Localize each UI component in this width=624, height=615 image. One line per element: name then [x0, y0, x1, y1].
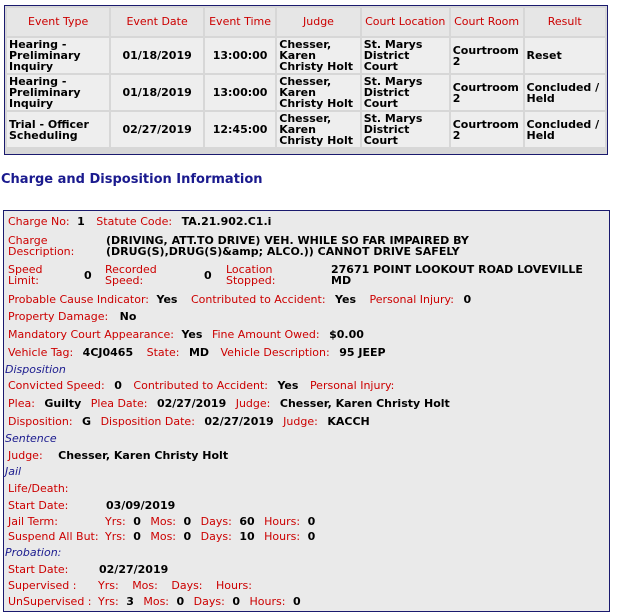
- vehicle-row: [8, 346, 386, 359]
- jail-start-date-label: Start Date:: [8, 499, 69, 512]
- event-type-cell: Trial - Officer Scheduling: [7, 112, 109, 147]
- jail-term-months: 0: [183, 515, 192, 528]
- days-label: Days:: [200, 530, 232, 543]
- court-location-cell: St. Marys District Court: [362, 112, 449, 147]
- hours-label: Hours:: [264, 530, 301, 543]
- sentence-judge-value: Chesser, Karen Christy Holt: [58, 449, 229, 462]
- contributed-accident-label: Contributed to Accident:: [190, 293, 326, 306]
- personal-injury-label: Personal Injury:: [369, 293, 454, 306]
- plea-row: [8, 397, 450, 410]
- charge-description-label: Charge Description:: [8, 234, 75, 258]
- charge-row: [8, 215, 271, 228]
- unsupervised-months: 0: [176, 595, 185, 608]
- years-label: Yrs:: [105, 515, 126, 528]
- jail-term-years: 0: [133, 515, 141, 528]
- col-result: Result: [525, 8, 606, 36]
- unsupervised-days: 0: [232, 595, 240, 608]
- charge-no-label: Charge No:: [8, 215, 70, 228]
- event-type-cell: Hearing - Preliminary Inquiry: [7, 75, 109, 110]
- event-date-cell: 01/18/2019: [111, 75, 203, 110]
- life-death-label: Life/Death:: [8, 482, 69, 495]
- event-date-cell: 01/18/2019: [111, 38, 203, 73]
- personal-injury-value: 0: [463, 293, 472, 306]
- sentence-judge-row: [8, 449, 228, 462]
- disposition-row: [8, 415, 370, 428]
- fine-amount-value: $0.00: [329, 328, 364, 341]
- jail-title: Jail: [5, 465, 22, 478]
- disposition-title: Disposition: [5, 363, 66, 376]
- disposition-judge-value: KACCH: [327, 415, 370, 428]
- judge-cell: Chesser, Karen Christy Holt: [277, 38, 359, 73]
- location-stopped-label: Location Stopped:: [226, 263, 276, 287]
- contributed-accident-value: Yes: [335, 293, 356, 306]
- jail-term-days: 60: [239, 515, 255, 528]
- table-row: [7, 75, 605, 110]
- court-room-cell: Courtroom 2: [451, 75, 523, 110]
- suspend-hours: 0: [307, 530, 316, 543]
- probable-cause-label: Probable Cause Indicator:: [8, 293, 149, 306]
- supervised-label: Supervised :: [8, 579, 77, 592]
- years-label: Yrs:: [98, 579, 119, 592]
- court-room-cell: Courtroom 2: [451, 112, 523, 147]
- col-court-room: Court Room: [451, 8, 523, 36]
- charge-description-value: (DRIVING, ATT.TO DRIVE) VEH. WHILE SO FAR IMPAIRED BY (DRUG(S),DRUG(S)&amp; ALCO.)) CANNOT DRIVE SAFELY: [106, 234, 469, 258]
- days-label: Days:: [171, 579, 203, 592]
- court-location-cell: St. Marys District Court: [362, 38, 449, 73]
- convicted-speed-value: 0: [114, 379, 122, 392]
- court-room-cell: Courtroom 2: [451, 38, 523, 73]
- plea-label: Plea:: [8, 397, 35, 410]
- probable-cause-row: [8, 293, 471, 306]
- disposition-judge-label: Judge:: [283, 415, 318, 428]
- suspend-all-but-label: Suspend All But:: [8, 530, 99, 543]
- years-label: Yrs:: [105, 530, 126, 543]
- mandatory-appearance-row: [8, 328, 364, 341]
- suspend-values: [105, 530, 315, 543]
- convicted-speed-label: Convicted Speed:: [8, 379, 105, 392]
- result-cell: Concluded / Held: [525, 75, 606, 110]
- location-stopped-value: 27671 POINT LOOKOUT ROAD LOVEVILLE MD: [331, 263, 583, 287]
- unsupervised-values: [98, 595, 301, 608]
- suspend-months: 0: [183, 530, 192, 543]
- convicted-speed-row: [8, 379, 394, 392]
- unsupervised-label: UnSupervised :: [8, 595, 92, 608]
- hours-label: Hours:: [216, 579, 252, 592]
- supervised-values: [98, 579, 252, 592]
- event-time-cell: 13:00:00: [205, 75, 275, 110]
- sentence-title: Sentence: [5, 432, 57, 445]
- disposition-date-value: 02/27/2019: [204, 415, 274, 428]
- years-label: Yrs:: [98, 595, 119, 608]
- hours-label: Hours:: [249, 595, 286, 608]
- plea-date-value: 02/27/2019: [156, 397, 227, 410]
- mandatory-appearance-value: Yes: [181, 328, 203, 341]
- months-label: Mos:: [150, 515, 177, 528]
- speed-limit-label: Speed Limit:: [8, 263, 43, 287]
- table-header-row: [7, 8, 605, 36]
- judge-cell: Chesser, Karen Christy Holt: [277, 112, 359, 147]
- event-date-cell: 02/27/2019: [111, 112, 203, 147]
- judge-cell: Chesser, Karen Christy Holt: [277, 75, 359, 110]
- mandatory-appearance-label: Mandatory Court Appearance:: [8, 328, 174, 341]
- jail-start-date-value: 03/09/2019: [106, 499, 176, 512]
- section-heading: Charge and Disposition Information: [1, 172, 263, 187]
- recorded-speed-label: Recorded Speed:: [105, 263, 157, 287]
- disposition-date-label: Disposition Date:: [100, 415, 195, 428]
- probable-cause-value: Yes: [156, 293, 178, 306]
- probation-start-date-value: 02/27/2019: [99, 563, 169, 576]
- col-event-date: Event Date: [111, 8, 203, 36]
- probation-title: Probation:: [5, 546, 62, 559]
- col-event-time: Event Time: [205, 8, 275, 36]
- disposition-value: G: [82, 415, 92, 428]
- court-location-cell: St. Marys District Court: [362, 75, 449, 110]
- sentence-judge-label: Judge:: [8, 449, 43, 462]
- result-cell: Reset: [525, 38, 606, 73]
- statute-code-label: Statute Code:: [96, 215, 173, 228]
- vehicle-description-label: Vehicle Description:: [220, 346, 330, 359]
- months-label: Mos:: [143, 595, 170, 608]
- suspend-years: 0: [133, 530, 141, 543]
- plea-value: Guilty: [44, 397, 82, 410]
- table-row: [7, 38, 605, 73]
- statute-code-value: TA.21.902.C1.i: [181, 215, 272, 228]
- days-label: Days:: [193, 595, 225, 608]
- contributed-accident-label: Contributed to Accident:: [133, 379, 268, 392]
- plea-judge-label: Judge:: [235, 397, 271, 410]
- months-label: Mos:: [150, 530, 177, 543]
- court-events-panel: [4, 5, 608, 155]
- jail-term-label: Jail Term:: [8, 515, 58, 528]
- table-row: [7, 112, 605, 147]
- vehicle-description-value: 95 JEEP: [339, 346, 386, 359]
- probation-start-date-label: Start Date:: [8, 563, 69, 576]
- vehicle-tag-value: 4CJ0465: [82, 346, 134, 359]
- state-label: State:: [146, 346, 180, 359]
- personal-injury-label: Personal Injury:: [309, 379, 395, 392]
- col-judge: Judge: [277, 8, 359, 36]
- vehicle-tag-label: Vehicle Tag:: [8, 346, 74, 359]
- speed-limit-value: 0: [84, 269, 92, 282]
- event-time-cell: 12:45:00: [205, 112, 275, 147]
- jail-term-hours: 0: [307, 515, 316, 528]
- days-label: Days:: [200, 515, 232, 528]
- col-event-type: Event Type: [7, 8, 109, 36]
- col-court-location: Court Location: [362, 8, 449, 36]
- state-value: MD: [188, 346, 210, 359]
- court-events-table: [5, 6, 607, 149]
- unsupervised-years: 3: [126, 595, 134, 608]
- event-type-cell: Hearing - Preliminary Inquiry: [7, 38, 109, 73]
- event-time-cell: 13:00:00: [205, 38, 275, 73]
- unsupervised-hours: 0: [292, 595, 301, 608]
- plea-date-label: Plea Date:: [90, 397, 148, 410]
- jail-term-values: [105, 515, 315, 528]
- months-label: Mos:: [132, 579, 158, 592]
- property-damage-row: [8, 310, 136, 323]
- property-damage-label: Property Damage:: [8, 310, 109, 323]
- fine-amount-label: Fine Amount Owed:: [211, 328, 320, 341]
- plea-judge-value: Chesser, Karen Christy Holt: [279, 397, 450, 410]
- charge-disposition-panel: [3, 210, 610, 612]
- recorded-speed-value: 0: [204, 269, 212, 282]
- charge-no-value: 1: [77, 215, 85, 228]
- hours-label: Hours:: [264, 515, 301, 528]
- suspend-days: 10: [239, 530, 255, 543]
- property-damage-value: No: [119, 310, 137, 323]
- disposition-label: Disposition:: [8, 415, 73, 428]
- contributed-accident-value: Yes: [277, 379, 299, 392]
- result-cell: Concluded / Held: [525, 112, 606, 147]
